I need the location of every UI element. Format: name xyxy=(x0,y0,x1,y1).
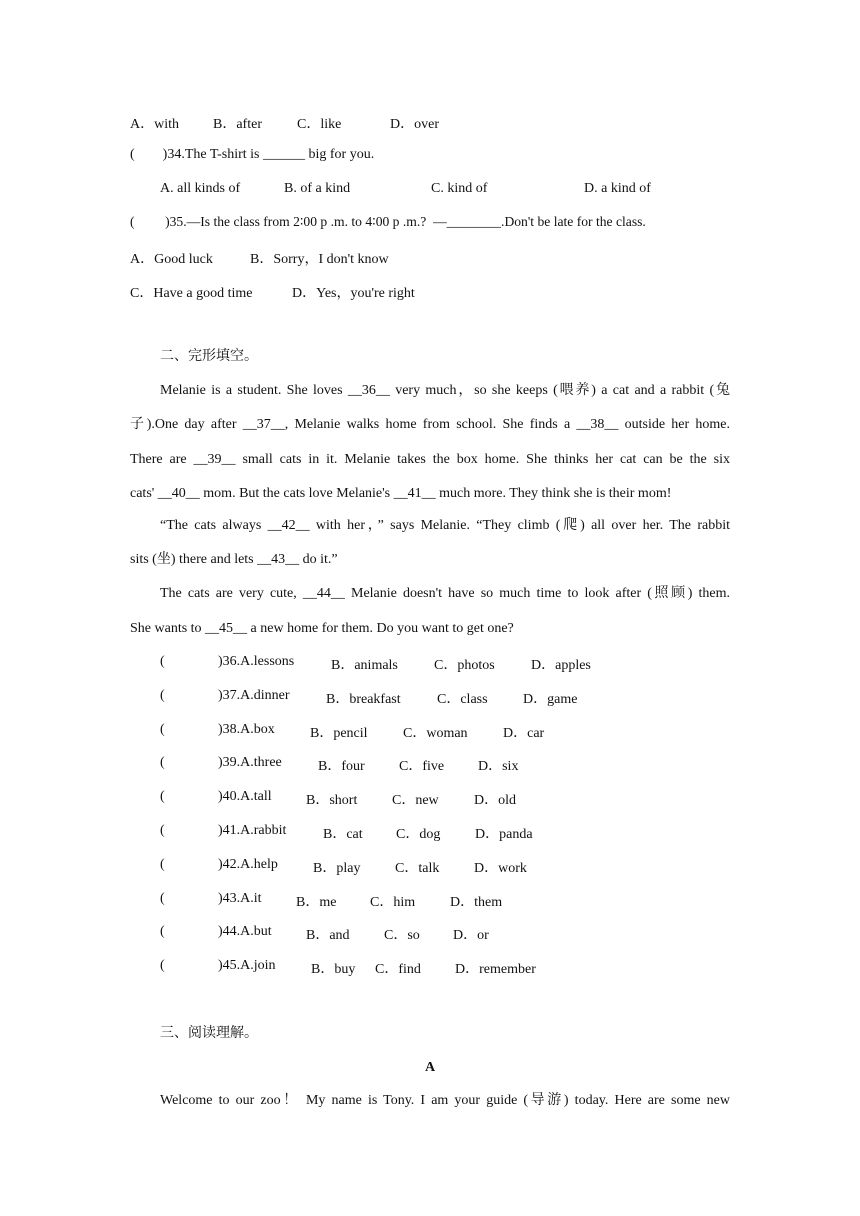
option-d: D．over xyxy=(390,117,439,132)
option-d: D．game xyxy=(523,692,578,707)
option-c: C．class xyxy=(437,692,488,707)
option-b: B．after xyxy=(213,117,262,132)
option-b: B．play xyxy=(313,861,361,876)
question-number-option-a: )37.A.dinner xyxy=(218,688,290,703)
answer-blank-paren[interactable]: ( xyxy=(160,688,165,703)
option-b: B．animals xyxy=(331,658,398,673)
question-number-option-a: )38.A.box xyxy=(218,722,275,737)
question-number-option-a: )40.A.tall xyxy=(218,789,272,804)
passage-line: Welcome to our zoo！ My name is Tony. I am your guide (导游) today. Here are some new xyxy=(160,1093,730,1108)
question-number-option-a: )36.A.lessons xyxy=(218,654,295,669)
option-d: D．six xyxy=(478,759,519,774)
passage-line: There are __39__ small cats in it. Melanie takes the box home. She thinks her cat can be the six xyxy=(130,452,730,467)
question-number-option-a: )41.A.rabbit xyxy=(218,823,287,838)
answer-blank-paren[interactable]: ( xyxy=(160,891,165,906)
option-d: D. a kind of xyxy=(584,181,651,196)
option-b: B．short xyxy=(306,793,358,808)
answer-blank-paren[interactable]: ( xyxy=(160,755,165,770)
section-heading-reading: 三、阅读理解。 xyxy=(160,1026,258,1041)
passage-line: 子).One day after __37__, Melanie walks home from school. She finds a __38__ outside her home. xyxy=(130,417,730,432)
option-c: C．five xyxy=(399,759,445,774)
passage-line: cats' __40__ mom. But the cats love Melanie's __41__ much more. They think she is their mom! xyxy=(130,486,672,501)
section-heading-cloze: 二、完形填空。 xyxy=(160,349,258,364)
option-d: D．them xyxy=(450,895,503,910)
option-d: D．Yes，you're right xyxy=(292,286,415,301)
option-b: B．pencil xyxy=(310,726,368,741)
q34-stem: ( )34.The T-shirt is ______ big for you. xyxy=(130,147,375,162)
question-number-option-a: )42.A.help xyxy=(218,857,278,872)
option-b: B．four xyxy=(318,759,365,774)
option-d: D．work xyxy=(474,861,527,876)
passage-label: A xyxy=(424,1060,436,1075)
answer-blank-paren[interactable]: ( xyxy=(160,958,165,973)
option-d: D．panda xyxy=(475,827,533,842)
option-b: B．me xyxy=(296,895,337,910)
option-c: C．woman xyxy=(403,726,468,741)
question-number-option-a: )45.A.join xyxy=(218,958,276,973)
answer-blank-paren[interactable]: ( xyxy=(160,654,165,669)
option-b: B．cat xyxy=(323,827,363,842)
option-d: D．remember xyxy=(455,962,536,977)
passage-line: “The cats always __42__ with her，” says Melanie. “They climb (爬) all over her. The rabbit xyxy=(160,518,730,533)
option-a: A．Good luck xyxy=(130,252,213,267)
option-c: C．find xyxy=(375,962,421,977)
option-b: B．Sorry，I don't know xyxy=(250,252,389,267)
answer-blank-paren[interactable]: ( xyxy=(160,722,165,737)
passage-line: Melanie is a student. She loves __36__ very much，so she keeps (喂养) a cat and a rabbit (兔 xyxy=(160,383,730,398)
question-number-option-a: )39.A.three xyxy=(218,755,282,770)
option-c: C．photos xyxy=(434,658,495,673)
answer-blank-paren[interactable]: ( xyxy=(160,789,165,804)
answer-blank-paren[interactable]: ( xyxy=(160,857,165,872)
answer-blank-paren[interactable]: ( xyxy=(160,823,165,838)
option-d: D．old xyxy=(474,793,516,808)
passage-line: She wants to __45__ a new home for them. Do you want to get one? xyxy=(130,621,514,636)
option-c: C．like xyxy=(297,117,342,132)
answer-blank-paren[interactable]: ( xyxy=(160,924,165,939)
passage-line: The cats are very cute, __44__ Melanie doesn't have so much time to look after (照顾) them. xyxy=(160,586,730,601)
option-c: C．dog xyxy=(396,827,441,842)
option-b: B．buy xyxy=(311,962,356,977)
option-b: B. of a kind xyxy=(284,181,351,196)
passage-line: sits (坐) there and lets __43__ do it.” xyxy=(130,552,338,567)
option-c: C．so xyxy=(384,928,420,943)
option-c: C．him xyxy=(370,895,416,910)
option-b: B．and xyxy=(306,928,350,943)
option-c: C．talk xyxy=(395,861,440,876)
option-d: D．car xyxy=(503,726,545,741)
option-a: A．with xyxy=(130,117,179,132)
option-b: B．breakfast xyxy=(326,692,401,707)
option-d: D．or xyxy=(453,928,489,943)
q35-stem: ( )35.—Is the class from 2∶00 p .m. to 4∶00 p .m.? —________.Don't be late for the class. xyxy=(130,214,646,229)
option-c: C．Have a good time xyxy=(130,286,253,301)
option-c: C. kind of xyxy=(431,181,488,196)
question-number-option-a: )44.A.but xyxy=(218,924,272,939)
option-d: D．apples xyxy=(531,658,591,673)
question-number-option-a: )43.A.it xyxy=(218,891,262,906)
option-c: C．new xyxy=(392,793,439,808)
option-a: A. all kinds of xyxy=(160,181,241,196)
